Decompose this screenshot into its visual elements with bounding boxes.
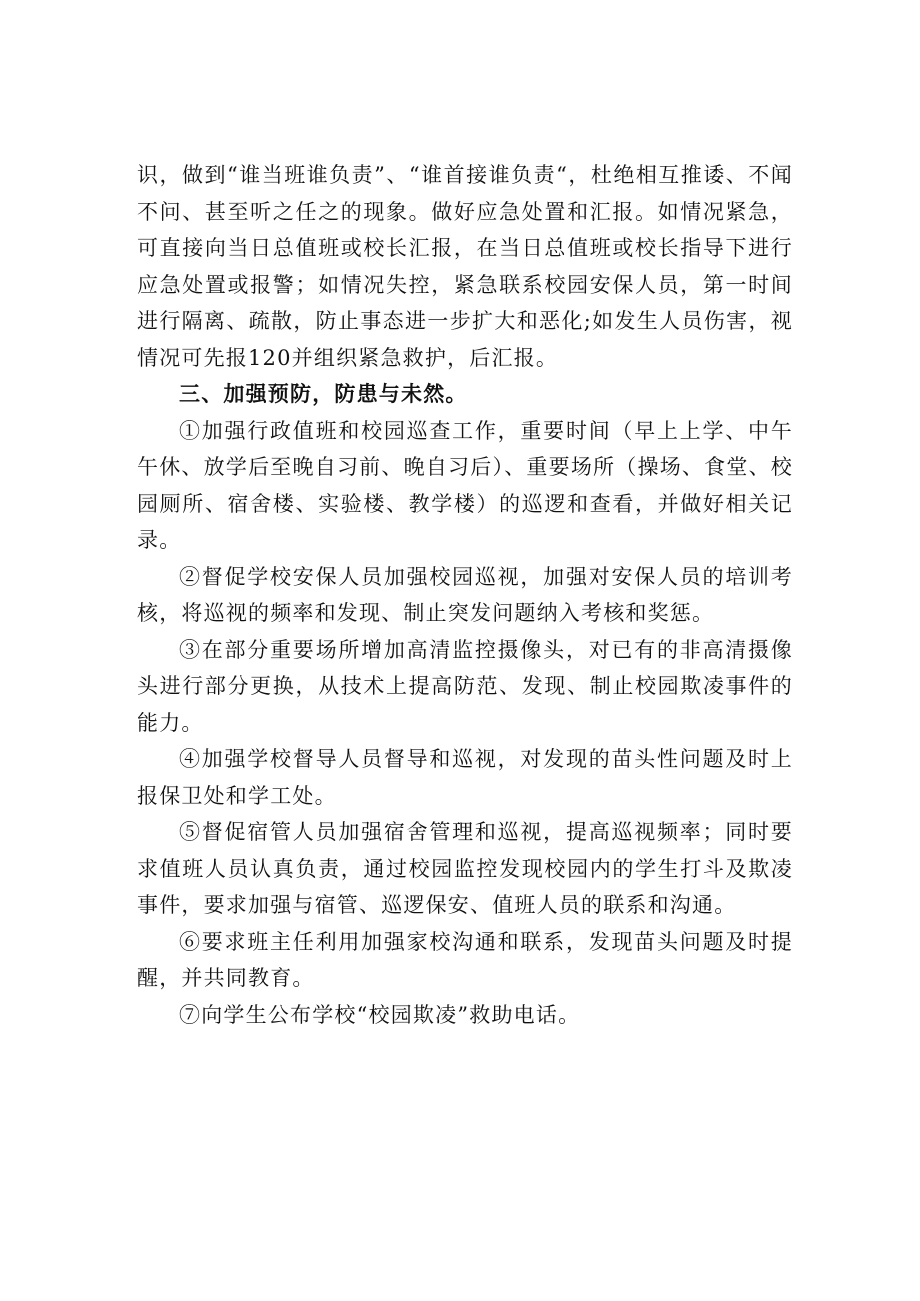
paragraph-item-5: ⑤督促宿管人员加强宿舍管理和巡视，提高巡视频率；同时要求值班人员认真负责，通过校园监控发现校园内的学生打斗及欺凌事件，要求加强与宿管、巡逻保安、值班人员的联系和沟通。 — [137, 820, 793, 917]
paragraph-item-7: ⑦向学生公布学校“校园欺凌”救助电话。 — [179, 1002, 581, 1027]
paragraph-item-2: ②督促学校安保人员加强校园巡视，加强对安保人员的培训考核，将巡视的频率和发现、制止突发问题纳入考核和奖惩。 — [137, 564, 793, 625]
paragraph-item-4: ④加强学校督导人员督导和巡视，对发现的苗头性问题及时上报保卫处和学工处。 — [137, 747, 793, 808]
document-body — [137, 157, 793, 1033]
paragraph-item-3: ③在部分重要场所增加高清监控摄像头，对已有的非高清摄像头进行部分更换，从技术上提高防范、发现、制止校园欺凌事件的能力。 — [137, 637, 793, 735]
paragraph-emergency-handling: 识，做到“谁当班谁负责”、“谁首接谁负责“，杜绝相互推诿、不闻不问、甚至听之任之的现象。做好应急处置和汇报。如情况紧急，可直接向当日总值班或校长汇报，在当日总值班或校长指导下进行应急处置或报警；如情况失控，紧急联系校园安保人员，第一时间进行隔离、疏散，防止事态进一步扩大和恶化;如发生人员伤害，视情况可先报120并组织紧急救护，后汇报。 — [137, 163, 793, 370]
paragraph-item-6: ⑥要求班主任利用加强家校沟通和联系，发现苗头问题及时提醒，并共同教育。 — [137, 929, 793, 990]
section-heading-prevention: 三、加强预防，防患与未然。 — [179, 381, 468, 406]
paragraph-item-1: ①加强行政值班和校园巡查工作，重要时间（早上上学、中午午休、放学后至晚自习前、晚自习后）、重要场所（操场、食堂、校园厕所、宿舍楼、实验楼、教学楼）的巡逻和查看，并做好相关记录。 — [137, 418, 793, 552]
